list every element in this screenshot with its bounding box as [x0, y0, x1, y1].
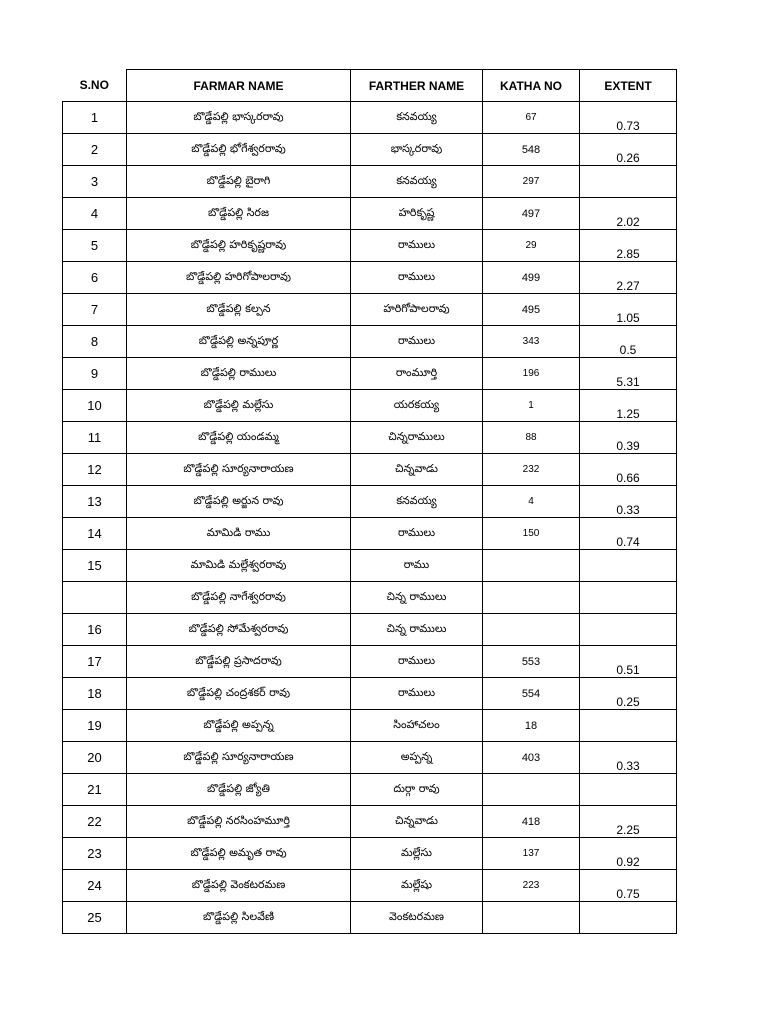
cell-father-name: కనవయ్య — [351, 102, 483, 134]
cell-extent: 0.66 — [580, 454, 677, 486]
cell-farmer-name: బొడ్డేపల్లి బైరాగి — [127, 166, 351, 198]
cell-sno: 2 — [63, 134, 127, 166]
cell-father-name: అప్పన్న — [351, 742, 483, 774]
header-sno: S.NO — [63, 70, 127, 102]
cell-katha-no: 1 — [483, 390, 580, 422]
cell-katha-no: 499 — [483, 262, 580, 294]
cell-farmer-name: బొడ్డేపల్లి సూర్యనారాయణ — [127, 454, 351, 486]
cell-farmer-name: బొడ్డేపల్లి కల్పన — [127, 294, 351, 326]
cell-sno: 7 — [63, 294, 127, 326]
header-extent: EXTENT — [580, 70, 677, 102]
cell-katha-no — [483, 550, 580, 582]
cell-sno: 16 — [63, 614, 127, 646]
cell-farmer-name: బొడ్డేపల్లి యండమ్మ — [127, 422, 351, 454]
cell-sno: 14 — [63, 518, 127, 550]
table-row — [63, 550, 677, 582]
cell-sno: 13 — [63, 486, 127, 518]
cell-katha-no: 553 — [483, 646, 580, 678]
cell-farmer-name: బొడ్డేపల్లి చంద్రశకర్ రావు — [127, 678, 351, 710]
table-row — [63, 390, 677, 422]
cell-farmer-name: మామిడి మల్లేశ్వరరావు — [127, 550, 351, 582]
cell-extent: 2.27 — [580, 262, 677, 294]
cell-extent — [580, 166, 677, 198]
cell-sno: 15 — [63, 550, 127, 582]
table-row — [63, 486, 677, 518]
cell-farmer-name: బొడ్డేపల్లి అమృత రావు — [127, 838, 351, 870]
cell-farmer-name: బొడ్డేపల్లి సూర్యనారాయణ — [127, 742, 351, 774]
cell-katha-no: 88 — [483, 422, 580, 454]
cell-extent: 2.85 — [580, 230, 677, 262]
cell-sno: 17 — [63, 646, 127, 678]
cell-father-name: రాములు — [351, 646, 483, 678]
table-row — [63, 262, 677, 294]
cell-extent: 0.33 — [580, 486, 677, 518]
cell-katha-no: 418 — [483, 806, 580, 838]
cell-farmer-name: బొడ్డేపల్లి అర్జున రావు — [127, 486, 351, 518]
cell-father-name: మల్లేసు — [351, 838, 483, 870]
cell-farmer-name: బొడ్డేపల్లి నాగేశ్వరరావు — [127, 582, 351, 614]
cell-extent: 0.26 — [580, 134, 677, 166]
cell-katha-no — [483, 582, 580, 614]
cell-sno: 21 — [63, 774, 127, 806]
cell-extent: 2.02 — [580, 198, 677, 230]
table-row — [63, 230, 677, 262]
cell-sno: 6 — [63, 262, 127, 294]
cell-father-name: వెంకటరమణ — [351, 902, 483, 934]
cell-sno: 3 — [63, 166, 127, 198]
cell-father-name: మల్లేషు — [351, 870, 483, 902]
cell-farmer-name: బొడ్డేపల్లి అన్నపూర్ణ — [127, 326, 351, 358]
cell-father-name: కనవయ్య — [351, 486, 483, 518]
table-row — [63, 358, 677, 390]
table-row — [63, 422, 677, 454]
table-row — [63, 326, 677, 358]
cell-sno: 4 — [63, 198, 127, 230]
cell-father-name: చిన్న రాములు — [351, 614, 483, 646]
cell-extent — [580, 614, 677, 646]
cell-sno: 20 — [63, 742, 127, 774]
cell-extent: 0.92 — [580, 838, 677, 870]
cell-father-name: దుర్గా రావు — [351, 774, 483, 806]
table-row — [63, 198, 677, 230]
cell-katha-no: 150 — [483, 518, 580, 550]
cell-father-name: రాములు — [351, 326, 483, 358]
cell-katha-no — [483, 774, 580, 806]
cell-katha-no: 232 — [483, 454, 580, 486]
cell-sno: 9 — [63, 358, 127, 390]
table-row — [63, 582, 677, 614]
cell-katha-no: 548 — [483, 134, 580, 166]
cell-father-name: చిన్నవాడు — [351, 454, 483, 486]
cell-katha-no: 554 — [483, 678, 580, 710]
cell-extent — [580, 902, 677, 934]
farmer-table — [62, 69, 677, 934]
table-row — [63, 838, 677, 870]
cell-sno: 19 — [63, 710, 127, 742]
cell-katha-no: 18 — [483, 710, 580, 742]
cell-sno: 1 — [63, 102, 127, 134]
table-row — [63, 774, 677, 806]
cell-father-name: చిన్నవాడు — [351, 806, 483, 838]
table-row — [63, 294, 677, 326]
cell-katha-no: 297 — [483, 166, 580, 198]
cell-father-name: కనవయ్య — [351, 166, 483, 198]
cell-sno: 12 — [63, 454, 127, 486]
cell-extent: 0.51 — [580, 646, 677, 678]
cell-katha-no — [483, 614, 580, 646]
cell-farmer-name: బొడ్డేపల్లి నరసింహమూర్తి — [127, 806, 351, 838]
header-father-name: FARTHER NAME — [351, 70, 483, 102]
cell-extent: 0.25 — [580, 678, 677, 710]
cell-sno: 5 — [63, 230, 127, 262]
table-row — [63, 102, 677, 134]
cell-farmer-name: బొడ్డేపల్లి హరికృష్ణరావు — [127, 230, 351, 262]
cell-farmer-name: బొడ్డేపల్లి ప్రసాదరావు — [127, 646, 351, 678]
cell-father-name: రాములు — [351, 678, 483, 710]
cell-sno: 25 — [63, 902, 127, 934]
cell-extent: 0.39 — [580, 422, 677, 454]
cell-father-name: రాములు — [351, 262, 483, 294]
table-row — [63, 454, 677, 486]
cell-katha-no: 403 — [483, 742, 580, 774]
cell-katha-no: 495 — [483, 294, 580, 326]
cell-father-name: రాములు — [351, 518, 483, 550]
cell-father-name: చిన్నరాములు — [351, 422, 483, 454]
cell-father-name: యరకయ్య — [351, 390, 483, 422]
cell-father-name: రాము — [351, 550, 483, 582]
cell-farmer-name: బొడ్డేపల్లి జ్యోతి — [127, 774, 351, 806]
cell-extent: 0.73 — [580, 102, 677, 134]
cell-extent — [580, 550, 677, 582]
cell-sno — [63, 582, 127, 614]
cell-katha-no: 29 — [483, 230, 580, 262]
cell-extent: 2.25 — [580, 806, 677, 838]
table-row — [63, 742, 677, 774]
cell-extent — [580, 710, 677, 742]
cell-katha-no: 223 — [483, 870, 580, 902]
table-row — [63, 870, 677, 902]
cell-farmer-name: బొడ్డేపల్లి అప్పన్న — [127, 710, 351, 742]
cell-farmer-name: బొడ్డేపల్లి భాస్కరరావు — [127, 102, 351, 134]
cell-sno: 24 — [63, 870, 127, 902]
header-farmer-name: FARMAR NAME — [127, 70, 351, 102]
table-row — [63, 678, 677, 710]
cell-extent — [580, 582, 677, 614]
cell-farmer-name: బొడ్డేపల్లి సిరజ — [127, 198, 351, 230]
table-row — [63, 614, 677, 646]
cell-father-name: రాములు — [351, 230, 483, 262]
table-row — [63, 806, 677, 838]
cell-katha-no — [483, 902, 580, 934]
cell-katha-no: 196 — [483, 358, 580, 390]
cell-farmer-name: బొడ్డేపల్లి సోమేశ్వరరావు — [127, 614, 351, 646]
header-katha-no: KATHA NO — [483, 70, 580, 102]
cell-katha-no: 4 — [483, 486, 580, 518]
cell-father-name: చిన్న రాములు — [351, 582, 483, 614]
table-row — [63, 166, 677, 198]
table-body — [63, 102, 677, 934]
cell-extent: 1.25 — [580, 390, 677, 422]
table-row — [63, 134, 677, 166]
cell-father-name: హరిగోపాలరావు — [351, 294, 483, 326]
cell-farmer-name: బొడ్డేపల్లి హరిగోపాలరావు — [127, 262, 351, 294]
cell-extent: 0.5 — [580, 326, 677, 358]
cell-father-name: హరికృష్ణ — [351, 198, 483, 230]
cell-extent — [580, 774, 677, 806]
cell-farmer-name: బొడ్డేపల్లి మల్లేసు — [127, 390, 351, 422]
cell-sno: 10 — [63, 390, 127, 422]
header-row — [63, 70, 677, 102]
table-row — [63, 518, 677, 550]
cell-farmer-name: బొడ్డేపల్లి భోగేశ్వరరావు — [127, 134, 351, 166]
table-row — [63, 646, 677, 678]
cell-katha-no: 67 — [483, 102, 580, 134]
cell-extent: 0.75 — [580, 870, 677, 902]
cell-katha-no: 137 — [483, 838, 580, 870]
cell-sno: 18 — [63, 678, 127, 710]
cell-extent: 5.31 — [580, 358, 677, 390]
cell-sno: 23 — [63, 838, 127, 870]
cell-farmer-name: మామిడి రాము — [127, 518, 351, 550]
cell-farmer-name: బొడ్డేపల్లి సిలవేణి — [127, 902, 351, 934]
cell-extent: 0.33 — [580, 742, 677, 774]
cell-sno: 11 — [63, 422, 127, 454]
cell-extent: 0.74 — [580, 518, 677, 550]
cell-sno: 8 — [63, 326, 127, 358]
cell-farmer-name: బొడ్డేపల్లి వెంకటరమణ — [127, 870, 351, 902]
cell-sno: 22 — [63, 806, 127, 838]
table-row — [63, 902, 677, 934]
cell-father-name: భాస్కరరావు — [351, 134, 483, 166]
cell-farmer-name: బొడ్డేపల్లి రాములు — [127, 358, 351, 390]
cell-father-name: రాంమూర్తి — [351, 358, 483, 390]
cell-katha-no: 343 — [483, 326, 580, 358]
cell-father-name: సింహాచలం — [351, 710, 483, 742]
cell-extent: 1.05 — [580, 294, 677, 326]
table-row — [63, 710, 677, 742]
cell-katha-no: 497 — [483, 198, 580, 230]
